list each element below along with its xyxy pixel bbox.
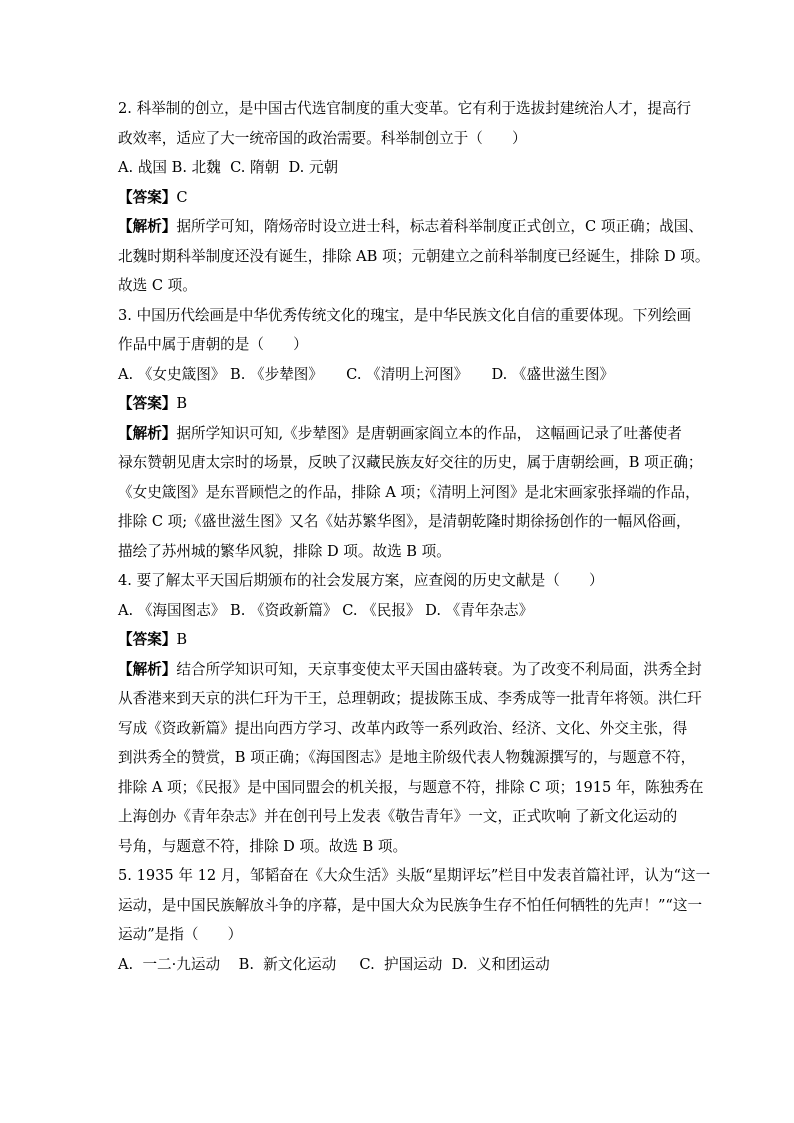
question-3-answer: [118, 393, 684, 415]
question-2-options: A. 战国 B. 北魏 C. 隋朝 D. 元朝: [118, 159, 339, 176]
question-list: [118, 98, 711, 983]
question-2-answer: [118, 187, 684, 209]
answer-value: B: [176, 631, 188, 648]
analysis-line: 号角，与题意不符，排除 D 项。故选 B 项。: [118, 837, 408, 855]
analysis-line: 禄东赞朝见唐太宗时的场景，反映了汉藏民族友好交往的历史，属于唐朝绘画，B 项正确；: [118, 454, 703, 471]
question-5-line-2: 运动，是中国民族解放斗争的序幕，是中国大众为民族争生存不怕任何牺牲的先声！”“这一: [118, 896, 703, 914]
analysis-line: 排除 C 项;《盛世滋生图》又名《姑苏繁华图》，是清朝乾隆时期徐扬创作的一幅风俗画，: [118, 513, 691, 530]
question-3-analysis: [118, 423, 684, 445]
analysis-label: 【解析】: [118, 218, 177, 235]
answer-value: B: [176, 395, 188, 412]
question-4-options: A. 《海国图志》 B. 《资政新篇》 C. 《民报》 D. 《青年杂志》: [118, 601, 534, 619]
analysis-text: 结合所学知识可知，天京事变使太平天国由盛转衰。为了改变不利局面，洪秀全封: [176, 660, 702, 678]
answer-value: C: [176, 188, 188, 206]
analysis-line: 《女史箴图》是东晋顾恺之的作品，排除 A 项；《清明上河图》是北宋画家张择端的作品，: [118, 483, 700, 501]
analysis-text: 据所学可知，隋炀帝时设立进士科，标志着科举制度正式创立，C 项正确；战国、: [176, 218, 703, 235]
question-3-line-1: 3. 中国历代绘画是中华优秀传统文化的瑰宝，是中华民族文化自信的重要体现。下列绘画: [118, 306, 692, 324]
question-2-line-2: 政效率，适应了大一统帝国的政治需要。科举制创立于（ ）: [118, 129, 527, 147]
question-3-options: A. 《女史箴图》 B. 《步辇图》 C. 《清明上河图》 D. 《盛世滋生图》: [118, 365, 615, 383]
analysis-line: 从香港来到天京的洪仁玕为干王，总理朝政；提拔陈玉成、李秀成等一批青年将领。洪仁玕: [118, 690, 702, 707]
answer-label: 【答案】: [118, 188, 177, 206]
analysis-label: 【解析】: [118, 424, 177, 442]
question-5-line-3: 运动”是指（ ）: [118, 926, 243, 943]
question-3-line-2: 作品中属于唐朝的是（ ）: [118, 336, 308, 353]
question-2-analysis: [118, 216, 703, 238]
question-4-line-1: 4. 要了解太平天国后期颁布的社会发展方案，应查阅的历史文献是（ ）: [118, 572, 604, 589]
answer-label: 【答案】: [118, 395, 177, 412]
analysis-text: 据所学知识可知,《步辇图》是唐朝画家阎立本的作品， 这幅画记录了吐蕃使者: [176, 424, 682, 442]
analysis-line: 写成《资政新篇》提出向西方学习、改革内政等一系列政治、经济、文化、外交主张，得: [118, 719, 688, 737]
analysis-line: 故选 C 项。: [118, 277, 197, 294]
question-4-analysis: [118, 659, 702, 681]
analysis-line: 排除 A 项；《民报》是中国同盟会的机关报，与题意不符，排除 C 项；1915 年，陈独秀在: [118, 778, 704, 796]
analysis-line: 上海创办《青年杂志》并在创刊号上发表《敬告青年》一文，正式吹响 了新文化运动的: [118, 808, 678, 825]
question-2-line-1: 2. 科举制的创立，是中国古代选官制度的重大变革。它有利于选拔封建统治人才，提高行: [118, 100, 692, 117]
question-5-line-1: 5. 1935 年 12 月，邹韬奋在《大众生活》头版“星期评坛”栏目中发表首篇社评，认为“这一: [118, 867, 711, 884]
question-4-answer: [118, 629, 684, 651]
analysis-line: 描绘了苏州城的繁华风貌，排除 D 项。故选 B 项。: [118, 542, 451, 560]
answer-label: 【答案】: [118, 631, 177, 648]
analysis-label: 【解析】: [118, 660, 177, 678]
analysis-line: 北魏时期科举制度还没有诞生，排除 AB 项；元朝建立之前科举制度已经诞生，排除 D 项。: [118, 247, 710, 265]
analysis-line: 到洪秀全的赞赏，B 项正确；《海国图志》是地主阶级代表人物魏源撰写的，与题意不符，: [118, 749, 696, 766]
question-5-options: A. 一二·九运动 B. 新文化运动 C. 护国运动 D. 义和团运动: [118, 955, 550, 973]
